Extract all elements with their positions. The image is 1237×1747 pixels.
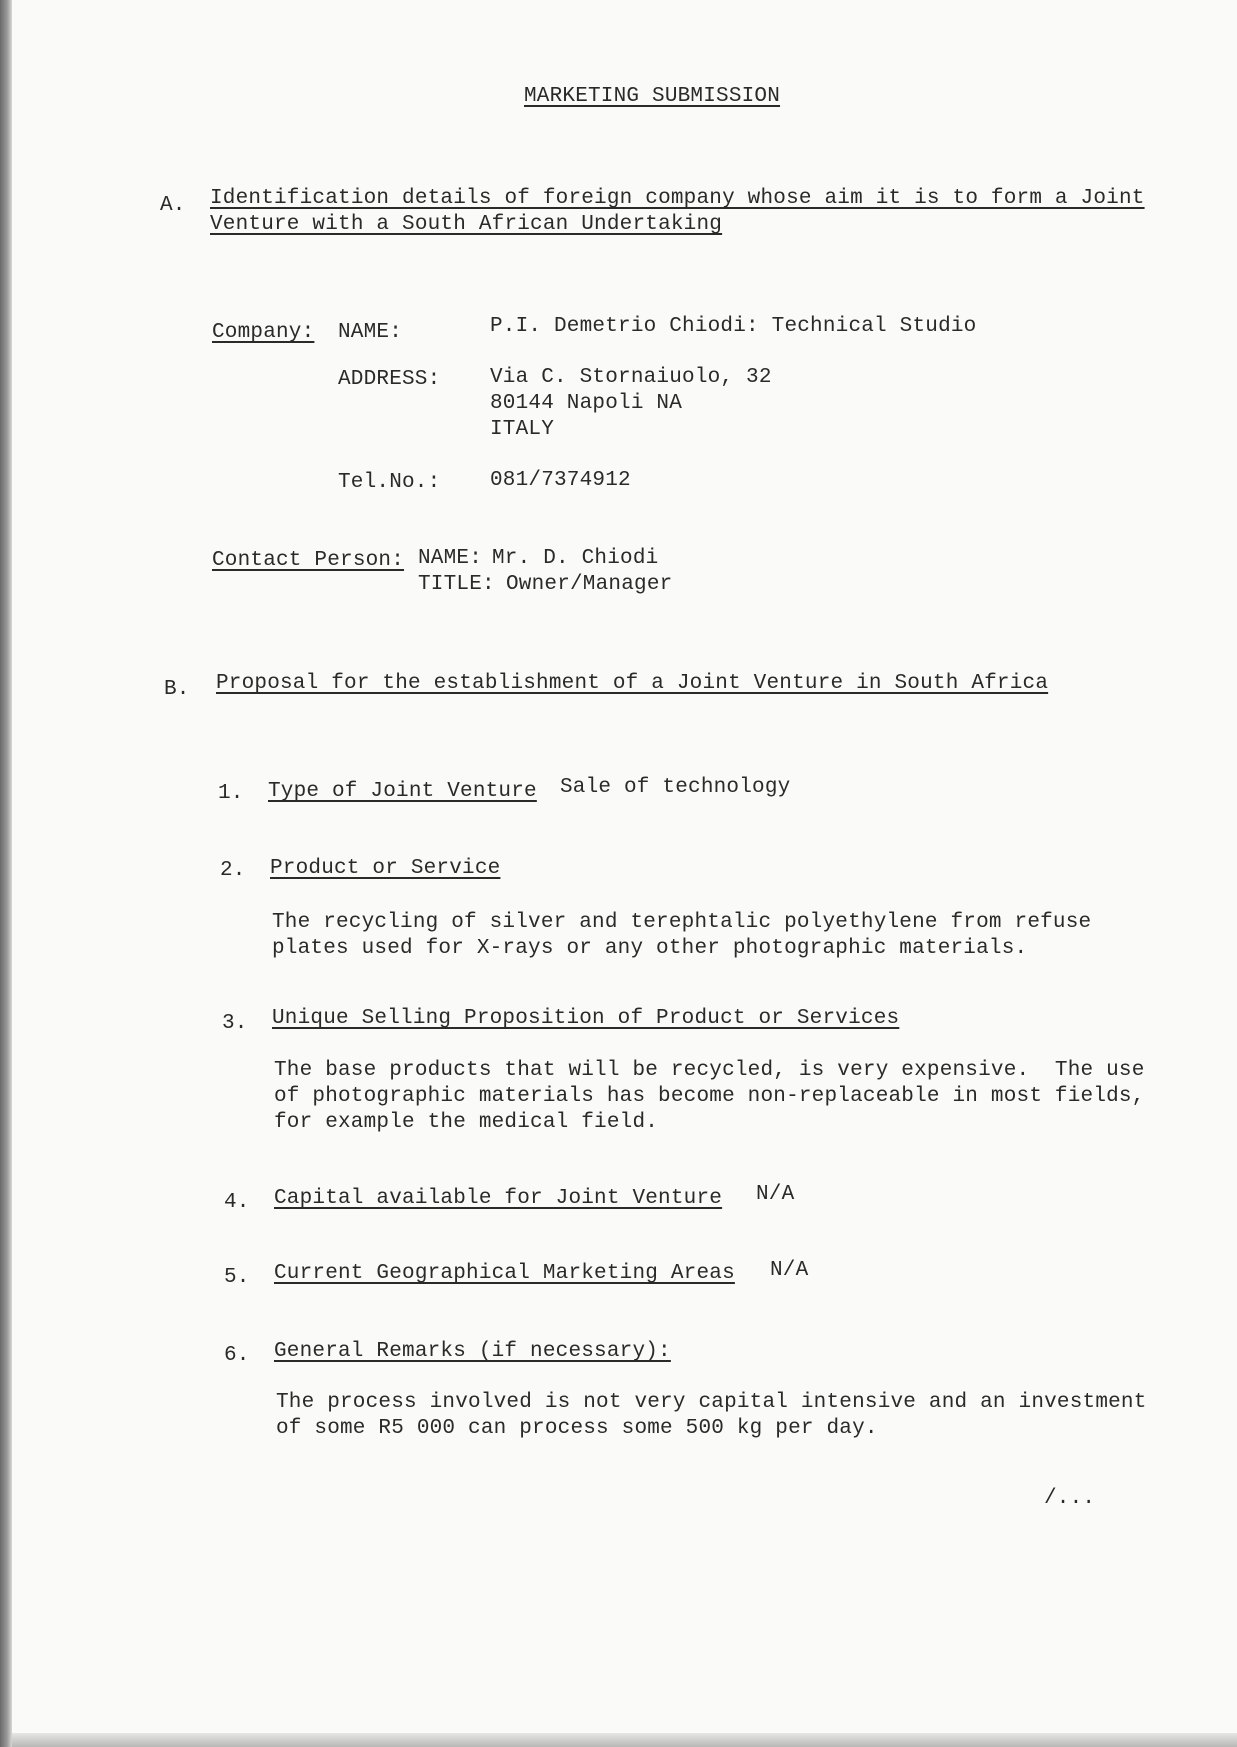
- document-page: [12, 0, 1237, 1747]
- item-2-body-line-1: The recycling of silver and terephtalic polyethylene from refuse: [272, 911, 1092, 934]
- section-a-heading-line2: Venture with a South African Undertaking: [210, 213, 723, 236]
- item-2-body-line-2: plates used for X-rays or any other photographic materials.: [272, 937, 1028, 960]
- item-5-value: N/A: [770, 1259, 809, 1282]
- item-3-body-line-1: The base products that will be recycled, is very expensive. The use: [274, 1059, 1145, 1082]
- item-6-body-line-2: of some R5 000 can process some 500 kg per day.: [276, 1417, 878, 1440]
- contact-title-label: TITLE:: [418, 573, 495, 596]
- item-3-body-line-2: of photographic materials has become non-replaceable in most fields,: [274, 1085, 1145, 1108]
- item-4-value: N/A: [756, 1183, 795, 1206]
- item-4-number: 4.: [224, 1191, 250, 1214]
- continuation-mark: /...: [1044, 1487, 1096, 1510]
- item-6-label: General Remarks (if necessary):: [274, 1340, 671, 1363]
- item-4-label: Capital available for Joint Venture: [274, 1187, 723, 1210]
- tel-value: 081/7374912: [490, 469, 631, 492]
- item-5-number: 5.: [224, 1266, 250, 1289]
- address-label: ADDRESS:: [338, 368, 441, 391]
- item-6-number: 6.: [224, 1344, 250, 1367]
- name-label: NAME:: [338, 321, 403, 344]
- item-1-label: Type of Joint Venture: [268, 780, 537, 803]
- item-6-body-line-1: The process involved is not very capital intensive and an investment: [276, 1391, 1147, 1414]
- section-a-letter: A.: [160, 194, 186, 217]
- contact-name-value: Mr. D. Chiodi: [492, 547, 659, 570]
- company-name-value: P.I. Demetrio Chiodi: Technical Studio: [490, 315, 977, 338]
- contact-title-value: Owner/Manager: [506, 573, 673, 596]
- section-a-heading-line1: Identification details of foreign company whose aim it is to form a Joint: [210, 187, 1145, 210]
- address-line-1: Via C. Stornaiuolo, 32: [490, 366, 772, 389]
- scan-bottom-edge: [12, 1733, 1237, 1747]
- tel-label: Tel.No.:: [338, 471, 441, 494]
- item-2-label: Product or Service: [270, 857, 501, 880]
- section-b-letter: B.: [164, 678, 190, 701]
- item-2-number: 2.: [220, 859, 246, 882]
- item-3-number: 3.: [222, 1012, 248, 1035]
- item-3-body-line-3: for example the medical field.: [274, 1111, 659, 1134]
- address-line-2: 80144 Napoli NA: [490, 392, 683, 415]
- company-label: Company:: [212, 321, 315, 344]
- section-b-heading: Proposal for the establishment of a Joint Venture in South Africa: [216, 672, 1049, 695]
- scan-left-edge: [0, 0, 12, 1747]
- contact-person-label: Contact Person:: [212, 549, 405, 572]
- address-line-3: ITALY: [490, 418, 555, 441]
- item-5-label: Current Geographical Marketing Areas: [274, 1262, 735, 1285]
- item-1-value: Sale of technology: [560, 776, 791, 799]
- item-1-number: 1.: [218, 782, 244, 805]
- document-title: MARKETING SUBMISSION: [524, 85, 781, 108]
- item-3-label: Unique Selling Proposition of Product or Services: [272, 1007, 900, 1030]
- contact-name-label: NAME:: [418, 547, 483, 570]
